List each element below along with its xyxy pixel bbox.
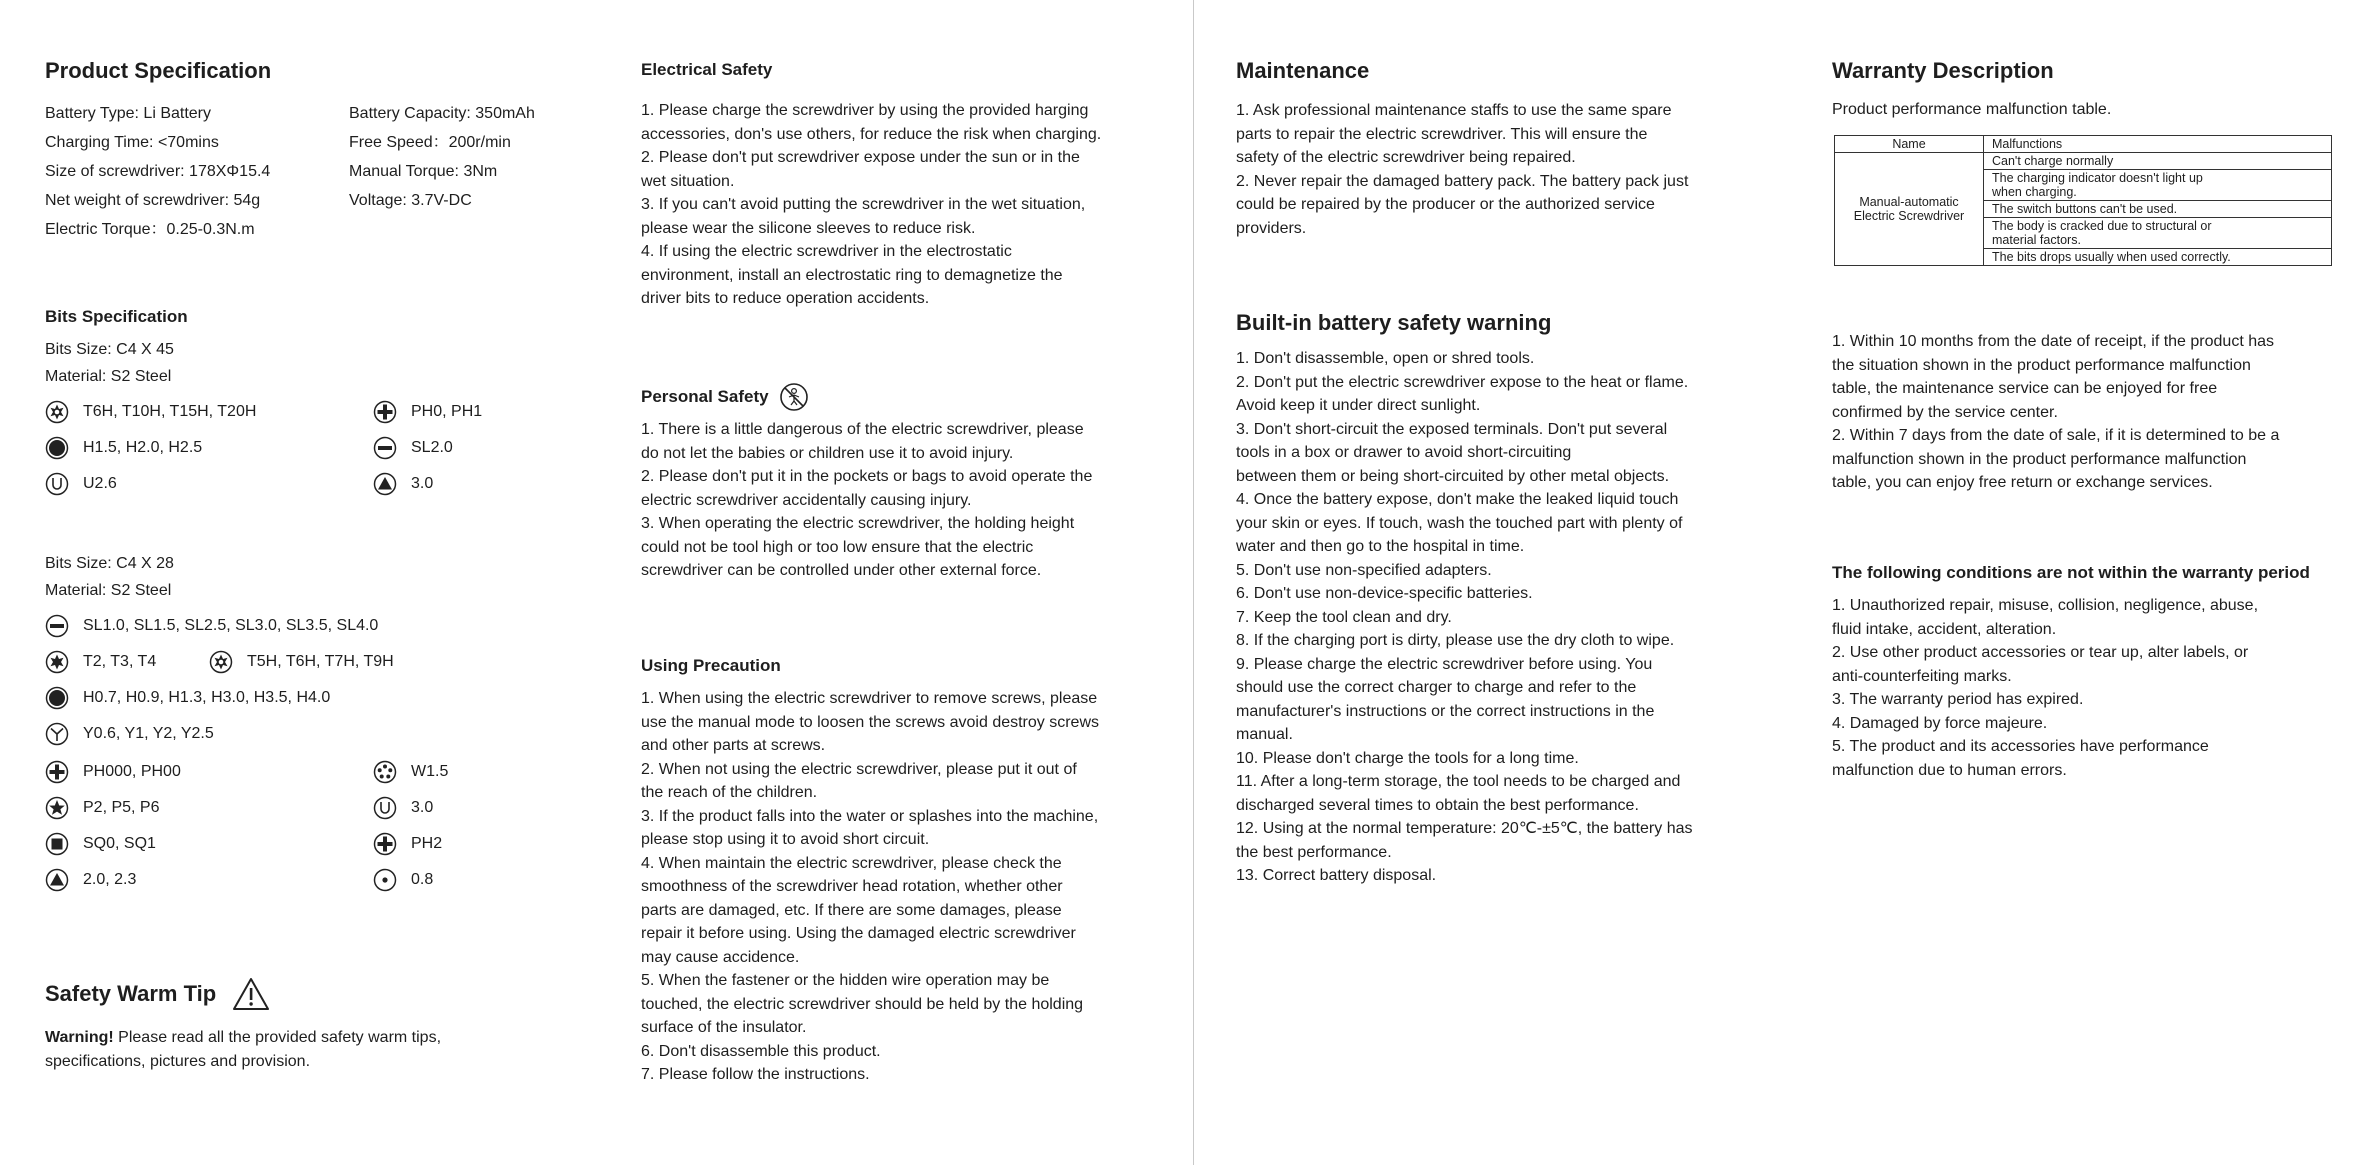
bit-item	[373, 400, 482, 424]
bits-size-2: Bits Size: C4 X 28	[45, 555, 174, 572]
text-line: touched, the electric screwdriver should be held by the holding	[641, 995, 1084, 1013]
text-line: 3. The warranty period has expired.	[1832, 691, 2084, 708]
warning-line	[45, 1026, 441, 1050]
pentalobe-icon	[373, 760, 397, 784]
pentalobe-star-icon	[45, 796, 69, 820]
text-line: wet situation.	[641, 172, 735, 190]
warning-text: Please read all the provided safety warm tips,	[113, 1029, 442, 1046]
exclusions-body	[1832, 594, 2258, 782]
text-line: screwdriver can be controlled under other external force.	[641, 562, 1042, 579]
square-icon	[45, 832, 69, 856]
text-line: 1. Please charge the screwdriver by using the provided harging	[641, 102, 1089, 119]
text-line: 2. Use other product accessories or tear up, alter labels, or	[1832, 644, 2249, 661]
personal-safety-body	[641, 418, 1092, 583]
text-line: 4. When maintain the electric screwdriver, please check the	[641, 854, 1062, 872]
bit-item	[45, 868, 136, 892]
text-line: 1. There is a little dangerous of the electric screwdriver, please	[641, 421, 1084, 438]
text-line: environment, install an electrostatic ring to demagnetize the	[641, 266, 1063, 284]
text-line: driver bits to reduce operation accidents.	[641, 290, 930, 307]
table-header-row	[1835, 136, 2332, 153]
bits-size-1: Bits Size: C4 X 45	[45, 341, 174, 358]
text-line: 5. Don't use non-specified adapters.	[1236, 561, 1492, 579]
personal-safety-header	[641, 382, 809, 412]
text-line: 3. If you can't avoid putting the screwdriver in the wet situation,	[641, 196, 1086, 213]
bit-item	[45, 400, 256, 424]
spec-line: Battery Type: Li Battery	[45, 105, 212, 122]
battery-warning-title: Built-in battery safety warning	[1236, 310, 1552, 335]
bit-item	[373, 436, 453, 460]
text-line: and other parts at screws.	[641, 737, 826, 754]
bit-label: U2.6	[83, 475, 117, 492]
hex-icon	[45, 436, 69, 460]
bit-label: PH2	[411, 835, 443, 852]
text-line: confirmed by the service center.	[1832, 403, 2058, 421]
safety-tip-header	[45, 976, 270, 1012]
malfunction-text: The switch buttons can't be used.	[1992, 202, 2178, 216]
text-line: 2. Within 7 days from the date of sale, if it is determined to be a	[1832, 427, 2280, 444]
text-line: 4. If using the electric screwdriver in the electrostatic	[641, 243, 1012, 260]
warning-label: Warning!	[45, 1029, 114, 1046]
bit-item	[373, 472, 433, 496]
bit-item	[45, 760, 181, 784]
bit-label: T5H, T6H, T7H, T9H	[247, 653, 394, 670]
u-shape-icon	[45, 472, 69, 496]
bits-material-1: Material: S2 Steel	[45, 368, 172, 385]
text-line: do not let the babies or children use it to avoid injury.	[641, 444, 1014, 462]
bit-label: W1.5	[411, 763, 449, 780]
text-line: 1. Unauthorized repair, misuse, collision, negligence, abuse,	[1832, 597, 2259, 614]
spec-line: Manual Torque: 3Nm	[349, 163, 498, 180]
spec-line: Voltage: 3.7V-DC	[349, 192, 472, 209]
bits-spec-title: Bits Specification	[45, 307, 188, 326]
tri-wing-icon	[45, 722, 69, 746]
bit-label: PH0, PH1	[411, 403, 483, 420]
text-line: 5. The product and its accessories have performance	[1832, 738, 2209, 755]
text-line: 1. Ask professional maintenance staffs to use the same spare	[1236, 102, 1672, 119]
text-line: anti-counterfeiting marks.	[1832, 667, 2012, 685]
text-line: safety of the electric screwdriver being repaired.	[1236, 149, 1576, 166]
warranty-title: Warranty Description	[1832, 58, 2054, 83]
text-line: parts are damaged, etc. If there are some damages, please	[641, 901, 1062, 919]
text-line: 4. Once the battery expose, don't make the leaked liquid touch	[1236, 491, 1679, 508]
bit-label: H0.7, H0.9, H1.3, H3.0, H3.5, H4.0	[83, 689, 331, 706]
slotted-icon	[373, 436, 397, 460]
text-line: use the manual mode to loosen the screws avoid destroy screws	[641, 713, 1100, 731]
warning-triangle-icon	[232, 976, 270, 1012]
bit-label: PH000, PH00	[83, 763, 181, 780]
bit-item	[373, 796, 433, 820]
maintenance-body	[1236, 99, 1688, 240]
text-line: water and then go to the hospital in time.	[1236, 538, 1525, 555]
bit-label: SL2.0	[411, 439, 453, 456]
malfunction-cell	[1984, 153, 2332, 170]
text-line: 6. Don't use non-device-specific batteries.	[1236, 585, 1533, 602]
malfunction-cell	[1984, 218, 2332, 249]
text-line: 3. Don't short-circuit the exposed terminals. Don't put several	[1236, 420, 1668, 438]
bit-label: Y0.6, Y1, Y2, Y2.5	[83, 725, 214, 742]
warranty-subtitle: Product performance malfunction table.	[1832, 101, 2112, 118]
dot-icon	[373, 868, 397, 892]
text-line: 4. Damaged by force majeure.	[1832, 714, 2048, 732]
text-line: tools in a box or drawer to avoid short-circuiting	[1236, 444, 1572, 461]
text-line: discharged several times to obtain the best performance.	[1236, 796, 1639, 814]
malfunction-text: The body is cracked due to structural or	[1992, 219, 2212, 233]
maintenance-title: Maintenance	[1236, 58, 1370, 83]
text-line: malfunction shown in the product performance malfunction	[1832, 450, 2247, 468]
text-line: your skin or eyes. If touch, wash the touched part with plenty of	[1236, 514, 1683, 532]
battery-warning-body	[1236, 347, 1693, 888]
bit-item	[373, 760, 448, 784]
u-shape-icon	[373, 796, 397, 820]
spec-line: Size of screwdriver: 178XΦ15.4	[45, 163, 271, 180]
slotted-icon	[45, 614, 69, 638]
text-line: 1. Within 10 months from the date of receipt, if the product has	[1832, 333, 2275, 350]
text-line: may cause accidence.	[641, 948, 800, 966]
product-spec-left	[45, 99, 270, 244]
bit-label: 3.0	[411, 799, 434, 816]
text-line: electric screwdriver accidentally causing injury.	[641, 491, 972, 509]
bit-item	[45, 686, 330, 710]
text-line: 11. After a long-term storage, the tool needs to be charged and	[1236, 773, 1681, 790]
product-spec-title: Product Specification	[45, 58, 272, 83]
text-line: table, the maintenance service can be enjoyed for free	[1832, 380, 2218, 397]
text-line: 8. If the charging port is dirty, please use the dry cloth to wipe.	[1236, 632, 1675, 649]
bit-item	[45, 650, 156, 674]
product-name-line: Manual-automatic	[1859, 195, 1959, 209]
bit-label: 3.0	[411, 475, 434, 492]
text-line: table, you can enjoy free return or exchange services.	[1832, 474, 2213, 491]
text-line: 6. Don't disassemble this product.	[641, 1042, 881, 1060]
bit-label: T2, T3, T4	[83, 653, 157, 670]
electrical-safety-body	[641, 99, 1101, 311]
bit-item	[45, 722, 214, 746]
malfunction-text: Can't charge normally	[1992, 154, 2114, 168]
text-line: between them or being short-circuited by other metal objects.	[1236, 467, 1670, 485]
text-line: the best performance.	[1236, 843, 1392, 861]
product-name-cell	[1835, 153, 1984, 266]
using-precaution-title: Using Precaution	[641, 656, 781, 675]
table-header-name: Name	[1835, 136, 1984, 153]
fold-line	[1193, 0, 1194, 1165]
malfunction-text: The charging indicator doesn't light up	[1992, 171, 2203, 185]
phillips-icon	[373, 832, 397, 856]
malfunction-table	[1834, 135, 2332, 266]
text-line: malfunction due to human errors.	[1832, 761, 2067, 779]
malfunction-text: when charging.	[1992, 185, 2077, 199]
bit-item	[45, 614, 378, 638]
safety-tip-text	[45, 1026, 441, 1073]
text-line: providers.	[1236, 219, 1307, 237]
text-line: could be repaired by the producer or the authorized service	[1236, 196, 1655, 213]
text-line: 7. Keep the tool clean and dry.	[1236, 608, 1452, 626]
bit-label: H1.5, H2.0, H2.5	[83, 439, 203, 456]
bit-item	[373, 832, 442, 856]
text-line: manufacturer's instructions or the correct instructions in the	[1236, 702, 1655, 720]
bit-label: SL1.0, SL1.5, SL2.5, SL3.0, SL3.5, SL4.0	[83, 617, 379, 634]
bit-label: P2, P5, P6	[83, 799, 160, 816]
text-line: 3. If the product falls into the water or splashes into the machine,	[641, 807, 1099, 825]
text-line: 2. Never repair the damaged battery pack. The battery pack just	[1236, 172, 1689, 190]
text-line: 1. Don't disassemble, open or shred tools.	[1236, 350, 1535, 367]
text-line: 13. Correct battery disposal.	[1236, 867, 1437, 884]
text-line: parts to repair the electric screwdriver. This will ensure the	[1236, 125, 1648, 143]
safety-tip-title: Safety Warm Tip	[45, 981, 217, 1006]
text-line: manual.	[1236, 726, 1293, 743]
bit-item	[45, 832, 156, 856]
text-line: the reach of the children.	[641, 784, 818, 801]
bit-label: SQ0, SQ1	[83, 835, 156, 852]
text-line: please wear the silicone sleeves to reduce risk.	[641, 219, 976, 237]
hex-icon	[45, 686, 69, 710]
text-line: please stop using it to avoid short circuit.	[641, 831, 930, 848]
spec-line: Net weight of screwdriver: 54g	[45, 192, 261, 209]
malfunction-cell	[1984, 201, 2332, 218]
text-line: fluid intake, accident, alteration.	[1832, 620, 2057, 638]
text-line: repair it before using. Using the damaged electric screwdriver	[641, 925, 1076, 942]
bit-label: 2.0, 2.3	[83, 871, 137, 888]
malfunction-cell	[1984, 170, 2332, 201]
text-line: 12. Using at the normal temperature: 20℃-±5℃, the battery has	[1236, 820, 1693, 837]
table-row	[1835, 153, 2332, 170]
bit-label: 0.8	[411, 871, 434, 888]
exclusions-title: The following conditions are not within the warranty period	[1832, 563, 2310, 582]
spec-line: Charging Time: <70mins	[45, 134, 219, 151]
malfunction-cell	[1984, 249, 2332, 266]
spec-line: Battery Capacity: 350mAh	[349, 105, 535, 122]
phillips-icon	[45, 760, 69, 784]
malfunction-text: material factors.	[1992, 233, 2081, 247]
product-name-line: Electric Screwdriver	[1853, 209, 1965, 223]
text-line: smoothness of the screwdriver head rotation, whether other	[641, 878, 1063, 895]
text-line: 2. When not using the electric screwdriver, please put it out of	[641, 760, 1077, 778]
torx-tamper-icon	[209, 650, 233, 674]
text-line: 2. Please don't put it in the pockets or bags to avoid operate the	[641, 468, 1093, 485]
text-line: 3. When operating the electric screwdriver, the holding height	[641, 515, 1075, 532]
bit-item	[45, 796, 160, 820]
warranty-body	[1832, 330, 2279, 495]
spec-line: Electric Torque：0.25-0.3N.m	[45, 221, 255, 238]
text-line: 5. When the fastener or the hidden wire operation may be	[641, 972, 1050, 989]
electrical-safety-title: Electrical Safety	[641, 60, 773, 79]
bit-label: T6H, T10H, T15H, T20H	[83, 403, 257, 420]
phillips-icon	[373, 400, 397, 424]
no-children-icon	[779, 382, 809, 412]
text-line: should use the correct charger to charge and refer to the	[1236, 679, 1637, 696]
text-line: the situation shown in the product performance malfunction	[1832, 356, 2251, 374]
text-line: surface of the insulator.	[641, 1019, 807, 1036]
text-line: accessories, don's use others, for reduce the risk when charging.	[641, 125, 1102, 143]
text-line: could not be tool high or too low ensure that the electric	[641, 538, 1034, 556]
using-precaution-body	[641, 687, 1099, 1087]
text-line: 7. Please follow the instructions.	[641, 1066, 870, 1083]
triangle-icon	[45, 868, 69, 892]
triangle-icon	[373, 472, 397, 496]
text-line: Avoid keep it under direct sunlight.	[1236, 397, 1481, 414]
spec-line: Free Speed：200r/min	[349, 134, 511, 151]
text-line: 1. When using the electric screwdriver to remove screws, please	[641, 690, 1098, 707]
warning-line: specifications, pictures and provision.	[45, 1052, 311, 1070]
product-spec-right	[349, 99, 535, 215]
torx-tamper-icon	[45, 400, 69, 424]
text-line: 2. Please don't put screwdriver expose under the sun or in the	[641, 149, 1080, 166]
malfunction-text: The bits drops usually when used correctly.	[1992, 250, 2231, 264]
text-line: 10. Please don't charge the tools for a long time.	[1236, 749, 1579, 767]
table-header-malfunctions: Malfunctions	[1984, 136, 2332, 153]
torx-icon	[45, 650, 69, 674]
personal-safety-title: Personal Safety	[641, 387, 769, 406]
bits-material-2: Material: S2 Steel	[45, 582, 172, 599]
bit-item	[209, 650, 394, 674]
bit-item	[45, 472, 117, 496]
text-line: 2. Don't put the electric screwdriver expose to the heat or flame.	[1236, 373, 1689, 391]
bit-item	[373, 868, 433, 892]
bit-item	[45, 436, 202, 460]
text-line: 9. Please charge the electric screwdriver before using. You	[1236, 655, 1653, 673]
